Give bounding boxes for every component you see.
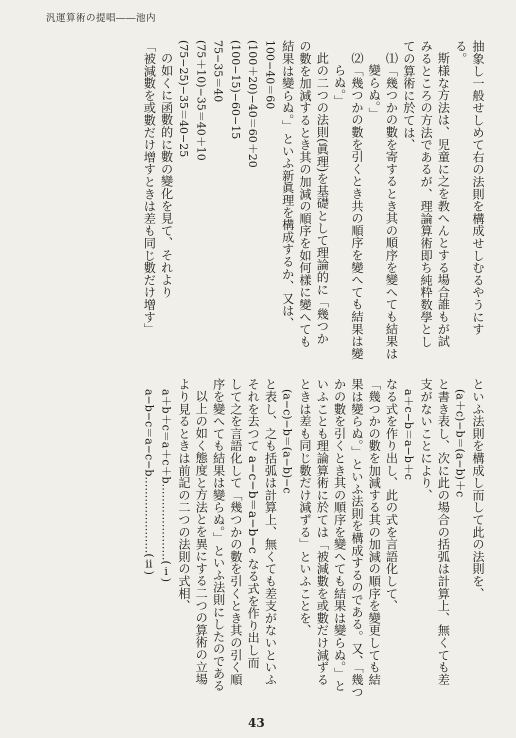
running-head: 汎運算術の提唱――池内 — [46, 13, 157, 24]
text-line: ⑴「幾つかの數を寄するとき其の順序を變へても結果は — [384, 52, 399, 360]
equation-line: (a−c)−b＝(a−b)−c — [280, 389, 294, 494]
text-line: ときは差も同じ數だけ減ずる」といふことを、 — [298, 378, 313, 637]
equation-line: (75＋10)−35＝40＋10 — [194, 40, 208, 161]
text-line: と書き表し、次に此の場合の括弧は計算上、無くても差 — [436, 378, 451, 686]
text-line: の如くに函數的に數の變化を見て、それより — [159, 52, 174, 299]
equation-line: a−b−c＝a−c−b…………………(ⅱ) — [142, 389, 156, 575]
text-line: の數を加減するとき其の加減の順序を如何樣に變へても — [298, 40, 313, 348]
text-line: 以上の如く態度と方法とを異にする二つの算術の立場 — [194, 390, 209, 686]
equation-line: (75−25)−35＝40−25 — [176, 40, 190, 158]
upper-text-block — [26, 40, 486, 360]
text-line: 斯様な方法は、児童に之を教へんとする場合誰もが試 — [436, 52, 451, 348]
text-line: 抽象し一般せしめて右の法則を構成せしむるやうにす — [471, 40, 485, 336]
text-line: かの數を引くとき其の順序を變へても結果は變らぬ。」と — [332, 378, 347, 692]
equation-line: 100−40＝60 — [263, 40, 277, 110]
text-line: それを去つて a−c−b＝a−b−c なる式を作り出し而 — [246, 378, 261, 669]
text-line: 果は變らぬ。」といふ法則を構成するのである。又、「幾つ — [349, 378, 364, 698]
equation-line: (100−15)−60−15 — [228, 40, 242, 140]
text-line: 「幾つかの數を加減する其の加減の順序を變更しても結 — [367, 378, 382, 686]
text-line: みるところの方法であるが、理論算術即ち純粋数學とし — [419, 40, 434, 348]
text-line: 此の二つの法則(眞理)を基礎として理論的に「幾つか — [315, 52, 330, 345]
equation-line: 75−35＝40 — [211, 40, 225, 103]
text-line: ⑵「幾つかの數を引くとき共の順序を變へても結果は變 — [349, 52, 364, 360]
page-number: 43 — [248, 716, 265, 730]
text-line: といふ法則を構成し而して此の法則を、 — [471, 378, 485, 600]
text-line: ての算術に於ては、 — [401, 40, 416, 151]
text-line: らぬ。」 — [332, 64, 347, 108]
equation-line: (100＋20)−40＝60＋20 — [246, 40, 260, 168]
equation-line: a＋c−b＝a−b＋c — [401, 389, 415, 480]
text-line: と表し、之も括弧は計算上、無くても差支がないといふ — [263, 378, 278, 686]
text-line: 序を變へても結果は變らぬ。」といふ法則にしたのである — [211, 378, 226, 692]
text-line: 結果は變らぬ。」といふ新眞理を構成するか、又は、 — [280, 40, 295, 330]
text-line: より見るときは前記の二つの法則の式相、 — [176, 378, 191, 612]
text-line: 變らぬ。」 — [367, 64, 382, 120]
text-line: 「被減數を或數だけ增すときは差も同じ數だけ增す」 — [142, 40, 157, 336]
lower-text-block — [26, 378, 486, 698]
text-line: して之を言語化して「幾つかの數を引くとき其の引く順 — [228, 378, 243, 686]
text-line: る。 — [453, 40, 468, 65]
text-line: 支がないことにより、 — [419, 378, 434, 501]
text-line: なる式を作り出し、此の式を言語化して、 — [384, 378, 399, 612]
text-line: いふことも理論算術に於ては「被減數を或數だけ減ずる — [315, 378, 330, 686]
equation-line: (a＋c)−b＝(a−b)＋c — [453, 389, 467, 498]
equation-line: a＋b＋c＝a＋c＋b…………………(ⅰ) — [159, 389, 173, 583]
